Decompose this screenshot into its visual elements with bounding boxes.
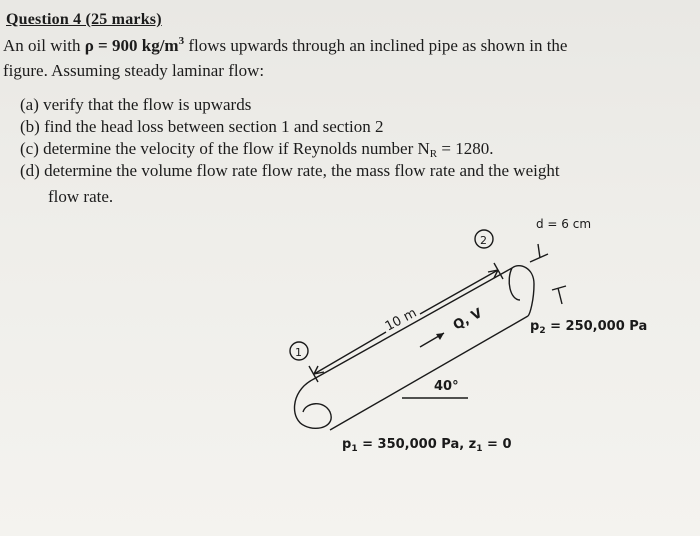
pipe-lower-end-cut xyxy=(295,380,332,428)
item-b-label: (b) xyxy=(20,117,40,136)
intro-text-2: flows upwards through an inclined pipe as shown in the xyxy=(184,36,568,55)
item-c-label: (c) xyxy=(20,139,39,158)
question-item-d-continued: flow rate. xyxy=(48,187,114,206)
diameter-arrow-bottom xyxy=(552,286,566,304)
item-d-label: (d) xyxy=(20,161,40,180)
section-2-label: 2 xyxy=(480,234,487,247)
item-a-label: (a) xyxy=(20,95,39,114)
section-1-label: 1 xyxy=(295,346,302,359)
item-c-text: determine the velocity of the flow if Reynolds number N xyxy=(38,139,430,158)
density-exponent: 3 xyxy=(178,35,185,47)
reynolds-subscript: R xyxy=(429,148,438,160)
pipe-upper-end-cut xyxy=(509,266,534,316)
item-d-text: determine the volume flow rate flow rate, the mass flow rate and the weight xyxy=(39,161,560,180)
item-b-text: find the head loss between section 1 and section 2 xyxy=(39,117,384,136)
p1-annotation: $p_1 = 350,000$ Pa, $z_1 = 0$ xyxy=(342,437,512,454)
question-title: Question 4 (25 marks) xyxy=(6,11,162,28)
item-c-tail: = 1280. xyxy=(437,139,494,158)
intro-text-1: An oil with xyxy=(3,36,85,55)
density-value: ρ = 900 $kg/m^3$ xyxy=(84,35,185,55)
question-intro-line-2: figure. Assuming steady laminar flow: xyxy=(3,61,265,80)
flow-label: Q, V xyxy=(450,305,485,334)
angle-label: 40° xyxy=(434,379,459,394)
p2-annotation: $p_2 = 250,000$ Pa xyxy=(530,319,648,336)
item-a-text: verify that the flow is upwards xyxy=(38,95,252,114)
pipe-top-wall xyxy=(312,268,512,380)
diameter-arrow-top xyxy=(530,244,548,262)
length-label: 10 m xyxy=(382,305,420,335)
diameter-label: d = 6 cm xyxy=(536,217,592,231)
pipe-bottom-wall xyxy=(330,316,528,430)
